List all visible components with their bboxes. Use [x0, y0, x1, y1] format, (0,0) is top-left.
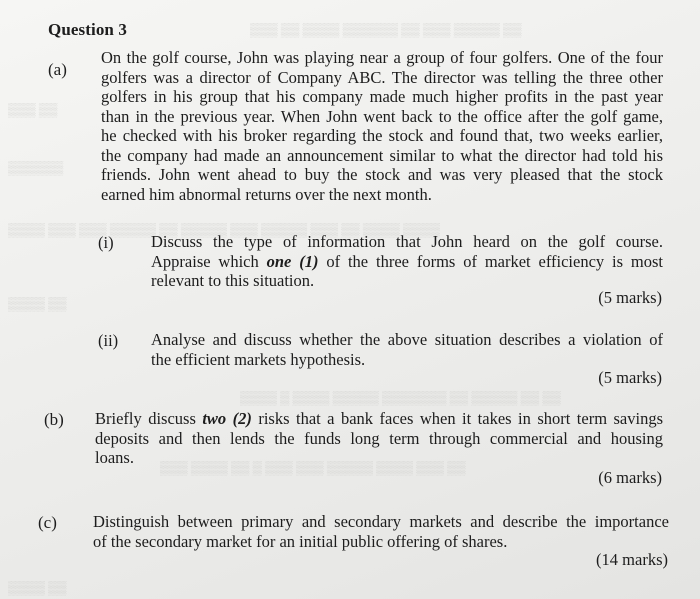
- part-a-line: he checked with his broker regarding the stock and found that, two weeks earlier,: [101, 126, 663, 145]
- bleed-through-text: ▒▒▒▒ ▒ ▒▒▒▒ ▒▒▒▒▒ ▒▒▒▒▒▒▒ ▒▒ ▒▒▒▒▒ ▒▒ ▒▒: [240, 390, 561, 405]
- emphasis: one (1): [266, 251, 319, 271]
- part-a-i-line3: relevant to this situation.: [151, 271, 315, 290]
- bleed-through-text: ▒▒▒▒ ▒▒: [8, 580, 67, 595]
- part-b-label: (b): [44, 410, 64, 429]
- bleed-through-text: ▒▒▒▒▒▒: [8, 160, 64, 175]
- part-c-label: (c): [38, 513, 57, 532]
- part-a-i-question: [151, 232, 663, 291]
- part-b-line3: loans.: [95, 448, 134, 467]
- text: risks that a bank faces when it takes in short term savings: [251, 409, 663, 428]
- part-a-ii-label: (ii): [98, 331, 119, 350]
- part-a-line: On the golf course, John was playing near a group of four golfers. One of the four: [101, 48, 663, 67]
- part-a-line: golfers was a director of Company ABC. The director was telling the three other: [101, 67, 663, 87]
- part-c-line1: Distinguish between primary and secondary markets and describe the importance: [93, 512, 669, 531]
- bleed-through-text: ▒▒▒ ▒▒▒▒ ▒▒ ▒ ▒▒▒ ▒▒▒ ▒▒▒▒▒ ▒▒▒▒ ▒▒▒ ▒▒: [160, 460, 466, 475]
- bleed-through-text: ▒▒▒ ▒▒: [8, 102, 58, 117]
- part-b-line1: [95, 409, 663, 429]
- part-a-ii-question: [151, 330, 663, 369]
- part-a-i-label: (i): [98, 233, 114, 252]
- bleed-through-text: ▒▒▒▒ ▒▒▒ ▒▒▒ ▒▒▒▒▒ ▒▒ ▒▒▒▒▒ ▒▒▒ ▒▒▒▒▒ ▒▒▒ ▒▒ ▒▒▒▒ ▒▒▒▒: [8, 222, 440, 237]
- part-a-i-marks: (5 marks): [598, 288, 662, 307]
- part-b-question: [95, 409, 663, 468]
- part-a-line: the company had made an announcement similar to what the director had told his: [101, 145, 663, 165]
- part-a-ii-line1: Analyse and discuss whether the above situation describes a violation of: [151, 330, 663, 349]
- question-title: Question 3: [48, 20, 127, 39]
- part-c-question: [93, 512, 669, 551]
- part-c-line2: of the secondary market for an initial public offering of shares.: [93, 531, 508, 551]
- part-a-line: golfers in his group that his company made much higher profits in the past year: [101, 87, 663, 106]
- part-b-marks: (6 marks): [598, 468, 662, 487]
- text: of the three forms of market efficiency is most: [318, 251, 663, 271]
- part-c-marks: (14 marks): [596, 550, 668, 569]
- part-a-ii-line2: the efficient markets hypothesis.: [151, 349, 366, 369]
- part-b-line2: deposits and then lends the funds long term through commercial and housing: [95, 428, 663, 448]
- part-a-line: than in the previous year. When John went back to the office after the golf game,: [101, 106, 663, 126]
- part-a-label: (a): [48, 60, 67, 79]
- part-a-i-line1: Discuss the type of information that John heard on the golf course.: [151, 232, 663, 251]
- part-a-i-line2: [151, 252, 663, 272]
- part-a-line: earned him abnormal returns over the next month.: [101, 184, 432, 204]
- part-a-line: friends. John went ahead to buy the stock and was very pleased that the stock: [101, 165, 663, 184]
- text: Briefly discuss: [95, 409, 203, 428]
- bleed-through-text: ▒▒▒ ▒▒ ▒▒▒▒ ▒▒▒▒▒▒ ▒▒ ▒▒▒ ▒▒▒▒▒ ▒▒: [250, 22, 522, 37]
- part-a-ii-marks: (5 marks): [598, 368, 662, 387]
- part-a-scenario: [101, 48, 663, 204]
- text: Appraise which: [151, 251, 267, 271]
- emphasis: two (2): [202, 409, 252, 428]
- bleed-through-text: ▒▒▒▒ ▒▒: [8, 296, 67, 311]
